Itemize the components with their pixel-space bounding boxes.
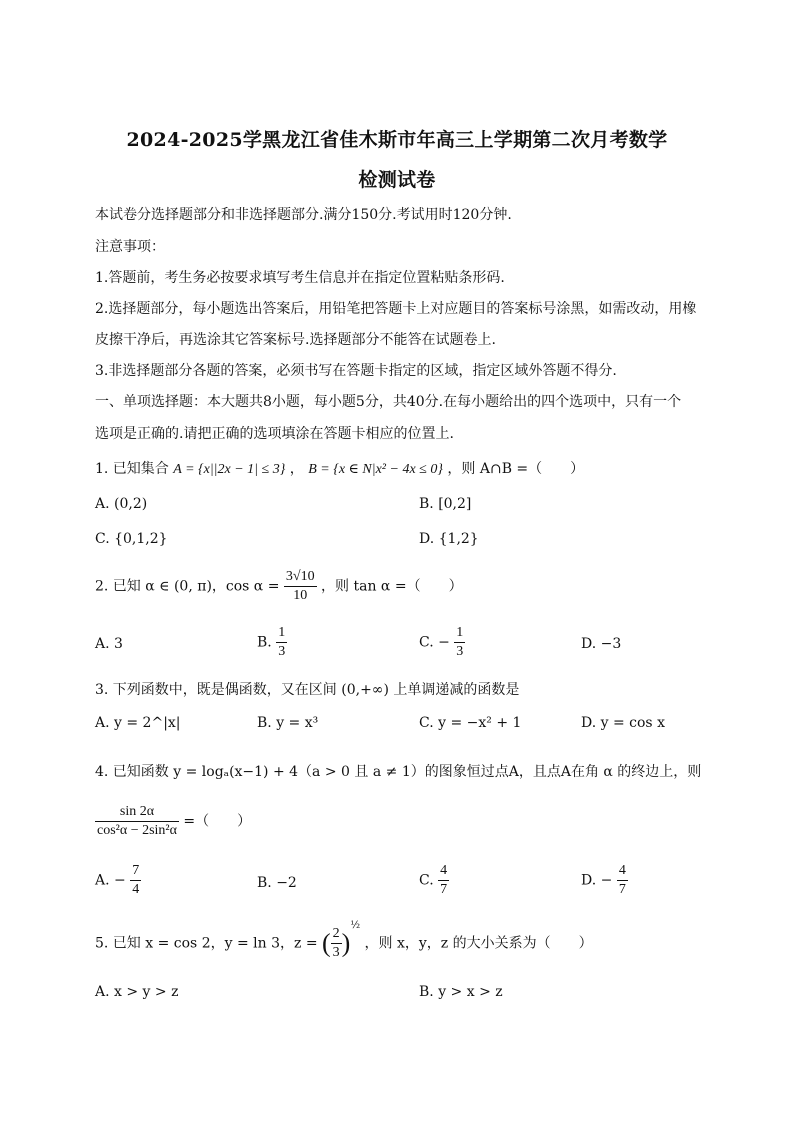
- q2-option-c: [419, 624, 465, 661]
- q4-option-d-denominator: 7: [618, 882, 626, 897]
- q4-option-c-numerator: 4: [438, 862, 449, 881]
- q4-option-a: [95, 862, 141, 899]
- q1-option-b: B. [0,2]: [419, 496, 472, 512]
- intro-text: 本试卷分选择题部分和非选择题部分.满分150分.考试用时120分钟.: [95, 207, 512, 223]
- q2-option-c-prefix: C. −: [419, 634, 450, 651]
- question-1-stem: [95, 458, 584, 478]
- q4-option-a-prefix: A. −: [95, 872, 126, 889]
- q1-set-b: B = {x ∈ N|x² − 4x ≤ 0}: [308, 462, 443, 477]
- q3-option-b: B. y = x³: [257, 715, 319, 731]
- q1-ask: ，则 A∩B =（ ）: [447, 461, 585, 477]
- q2-ask: ，则 tan α =（ ）: [321, 578, 463, 595]
- q1-stem-prefix: 1. 已知集合: [95, 461, 169, 477]
- q5-exponent: ½: [350, 919, 361, 931]
- title-line-2: 检测试卷: [358, 169, 436, 191]
- q4-ask: =（ ）: [183, 813, 252, 830]
- q4-fraction-numerator: sin 2α: [95, 803, 179, 822]
- q4-option-c-denominator: 7: [440, 882, 448, 897]
- q2-option-b-fraction: [276, 624, 287, 661]
- section-heading-a: 一、单项选择题：本大题共8小题，每小题5分，共40分.在每小题给出的四个选项中，只有一个: [95, 394, 682, 410]
- question-4-stem: 4. 已知函数 y = logₐ(x−1) + 4（a > 0 且 a ≠ 1）的图象恒过点A，且点A在角 α 的终边上，则: [95, 764, 702, 780]
- q4-option-c-fraction: [438, 862, 449, 899]
- q5-base-numerator: 2: [331, 925, 342, 944]
- q4-option-c: [419, 862, 449, 899]
- q5-option-a: A. x > y > z: [95, 984, 179, 1000]
- q2-option-c-fraction: [454, 624, 465, 661]
- q4-option-c-prefix: C.: [419, 872, 434, 889]
- q5-left-paren: (: [322, 928, 331, 958]
- q2-fraction-denominator: 10: [293, 588, 308, 603]
- q4-option-b: B. −2: [257, 875, 297, 891]
- q1-option-a: A. (0,2): [95, 496, 148, 512]
- q2-fraction-numerator: 3√10: [284, 568, 317, 587]
- notice-item-1: 1.答题前，考生务必按要求填写考生信息并在指定位置粘贴条形码.: [95, 270, 505, 286]
- q4-option-d-numerator: 4: [617, 862, 628, 881]
- q2-option-b-prefix: B.: [257, 634, 272, 651]
- q4-option-a-denominator: 4: [132, 882, 140, 897]
- q4-fraction: [95, 803, 179, 840]
- q1-separator: ，: [289, 461, 304, 477]
- q5-right-paren: ): [341, 928, 351, 958]
- q5-ask: ，则 x，y，z 的大小关系为（ ）: [364, 935, 593, 952]
- q1-option-c: C. {0,1,2}: [95, 531, 168, 547]
- q2-option-d: D. −3: [581, 636, 622, 652]
- title-line-1: 2024-2025学黑龙江省佳木斯市年高三上学期第二次月考数学: [126, 129, 668, 151]
- question-5-stem: [95, 919, 593, 962]
- q2-option-b-denominator: 3: [278, 644, 286, 659]
- q2-fraction: [284, 568, 317, 605]
- q5-option-b: B. y > x > z: [419, 984, 503, 1000]
- q5-stem-prefix: 5. 已知 x = cos 2，y = ln 3，z =: [95, 935, 318, 952]
- q4-option-d-prefix: D. −: [581, 872, 613, 889]
- q5-base-fraction: [331, 925, 342, 962]
- question-2-stem: [95, 568, 463, 605]
- q2-option-b-numerator: 1: [276, 624, 287, 643]
- q2-option-c-denominator: 3: [456, 644, 464, 659]
- q2-option-a: A. 3: [95, 636, 123, 652]
- q2-option-b: [257, 624, 287, 661]
- question-3-stem: 3. 下列函数中，既是偶函数，又在区间 (0,+∞) 上单调递减的函数是: [95, 682, 520, 698]
- q2-stem-prefix: 2. 已知 α ∈ (0, π)，cos α =: [95, 578, 280, 595]
- notice-heading: 注意事项：: [95, 239, 165, 255]
- q1-set-a: A = {x||2x − 1| ≤ 3}: [173, 462, 286, 477]
- q3-option-c: C. y = −x² + 1: [419, 715, 522, 731]
- q4-fraction-denominator: cos²α − 2sin²α: [97, 823, 177, 838]
- q5-base-denominator: 3: [332, 945, 340, 960]
- q3-option-a: A. y = 2^|x|: [95, 715, 181, 731]
- q4-option-a-numerator: 7: [130, 862, 141, 881]
- q4-option-d: [581, 862, 628, 899]
- question-4-expression: [95, 803, 251, 840]
- section-heading-b: 选项是正确的.请把正确的选项填涂在答题卡相应的位置上.: [95, 426, 454, 442]
- notice-item-3: 3.非选择题部分各题的答案，必须书写在答题卡指定的区域，指定区域外答题不得分.: [95, 363, 617, 379]
- q4-option-d-fraction: [617, 862, 628, 899]
- notice-item-2a: 2.选择题部分，每小题选出答案后，用铅笔把答题卡上对应题目的答案标号涂黑，如需改动，用橡: [95, 301, 697, 317]
- q4-option-a-fraction: [130, 862, 141, 899]
- q1-option-d: D. {1,2}: [419, 531, 479, 547]
- q3-option-d: D. y = cos x: [581, 715, 665, 731]
- q2-option-c-numerator: 1: [454, 624, 465, 643]
- notice-item-2b: 皮擦干净后，再选涂其它答案标号.选择题部分不能答在试题卷上.: [95, 332, 496, 348]
